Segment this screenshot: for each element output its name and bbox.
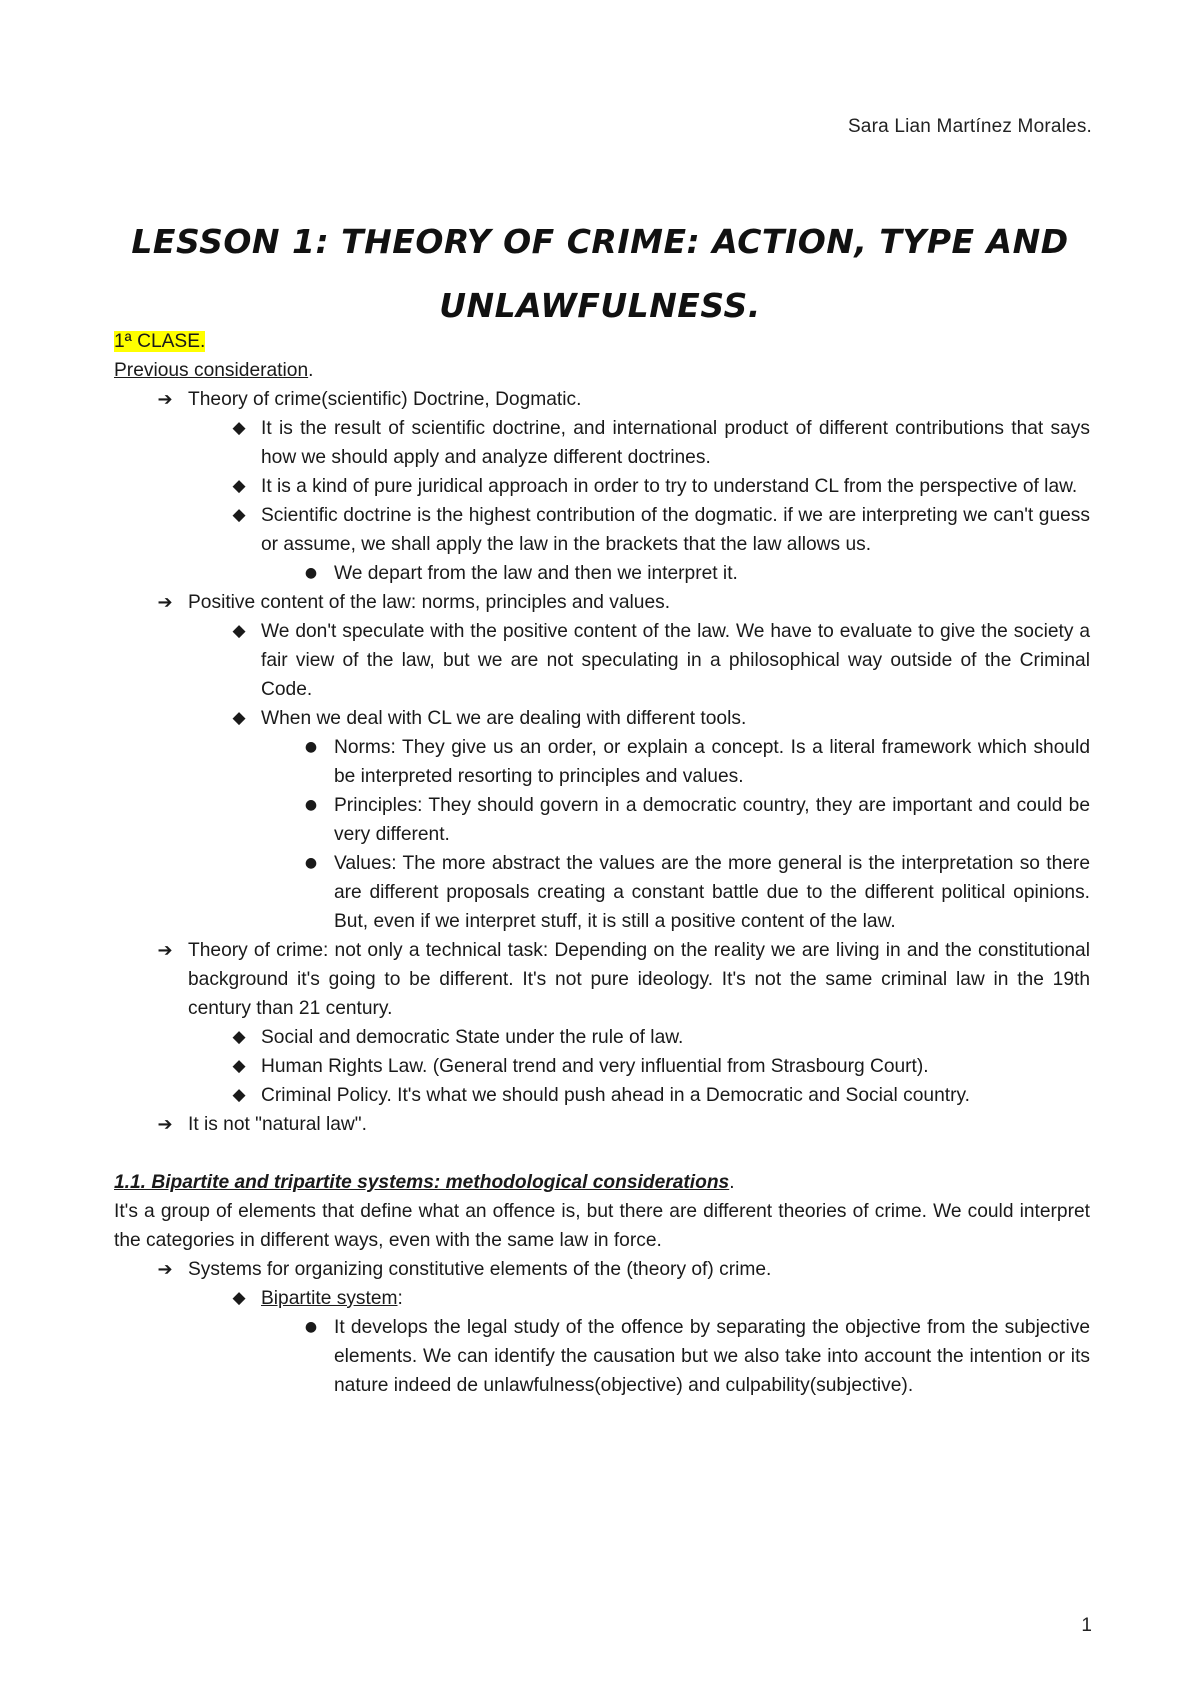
list-item xyxy=(114,1052,1090,1081)
diamond-bullet-icon: ◆ xyxy=(232,505,246,525)
arrow-icon: ➔ xyxy=(157,1259,173,1280)
title-line-1: LESSON 1: THEORY OF CRIME: ACTION, TYPE AND xyxy=(131,222,1069,261)
page-number: 1 xyxy=(1081,1615,1092,1636)
dot-bullet-icon: ● xyxy=(304,1319,318,1335)
list-item-text: Theory of crime: not only a technical task: Depending on the reality we are living in and the constitutional background it's going to be different. It's not pure ideology. It's not the same criminal law in the 19th century than 21 century. xyxy=(188,940,1090,1019)
arrow-icon: ➔ xyxy=(157,592,173,613)
dot-bullet-icon: ● xyxy=(304,855,318,871)
list-item xyxy=(114,617,1090,704)
list-item xyxy=(114,1284,1090,1313)
dot-bullet-icon: ● xyxy=(304,739,318,755)
list-item xyxy=(114,733,1090,791)
list-item-text: Theory of crime(scientific) Doctrine, Dogmatic. xyxy=(188,389,582,410)
arrow-icon: ➔ xyxy=(157,940,173,961)
list-item-text: It is not "natural law". xyxy=(188,1114,367,1135)
list-item xyxy=(114,1255,1090,1284)
list-item-text: Scientific doctrine is the highest contribution of the dogmatic. if we are interpreting we can't guess or assume, we shall apply the law in the brackets that the law allows us. xyxy=(261,505,1090,555)
list-item xyxy=(114,936,1090,1023)
list-item xyxy=(114,414,1090,472)
list-item xyxy=(114,559,1090,588)
list-item xyxy=(114,588,1090,617)
diamond-bullet-icon: ◆ xyxy=(232,621,246,641)
list-item-text: Human Rights Law. (General trend and very influential from Strasbourg Court). xyxy=(261,1056,929,1077)
list-item-text: We don't speculate with the positive content of the law. We have to evaluate to give the society a fair view of the law, but we are not speculating in a philosophical way outside of the Criminal Code. xyxy=(261,621,1090,700)
previous-consideration-label: Previous consideration xyxy=(114,360,309,381)
section-intro: It's a group of elements that define what an offence is, but there are different theories of crime. We could interpret the categories in different ways, even with the same law in force. xyxy=(114,1201,1090,1251)
section-heading xyxy=(114,1168,1090,1197)
previous-consideration-suffix: . xyxy=(308,360,314,381)
list-item xyxy=(114,501,1090,559)
list-item-text: Criminal Policy. It's what we should push ahead in a Democratic and Social country. xyxy=(261,1085,970,1106)
diamond-bullet-icon: ◆ xyxy=(232,1056,246,1076)
list-item-text: It develops the legal study of the offence by separating the objective from the subjective elements. We can identify the causation but we also take into account the intention or its nature indeed de unlawfulness(objective) and culpability(subjective). xyxy=(334,1317,1090,1396)
list-item xyxy=(114,1023,1090,1052)
list-item-text: Norms: They give us an order, or explain a concept. Is a literal framework which should be interpreted resorting to principles and values. xyxy=(334,737,1090,787)
dot-bullet-icon: ● xyxy=(304,797,318,813)
diamond-bullet-icon: ◆ xyxy=(232,1288,246,1308)
lesson-title xyxy=(120,210,1080,338)
author-name: Sara Lian Martínez Morales. xyxy=(847,116,1092,137)
dot-bullet-icon: ● xyxy=(304,565,318,581)
class-label xyxy=(114,327,1090,356)
list-item-text: Systems for organizing constitutive elements of the (theory of) crime. xyxy=(188,1259,772,1280)
document-body xyxy=(114,327,1090,1400)
list-item-text: When we deal with CL we are dealing with different tools. xyxy=(261,708,747,729)
list-item xyxy=(114,1081,1090,1110)
list-item-text: Social and democratic State under the rule of law. xyxy=(261,1027,684,1048)
previous-consideration xyxy=(114,356,1090,385)
bipartite-system-label: Bipartite system xyxy=(261,1288,398,1309)
list-item-text: It is the result of scientific doctrine, and international product of different contributions that says how we should apply and analyze different doctrines. xyxy=(261,418,1090,468)
list-item-text: It is a kind of pure juridical approach in order to try to understand CL from the perspective of law. xyxy=(261,476,1078,497)
list-item-text: Values: The more abstract the values are the more general is the interpretation so there are different proposals creating a constant battle due to the different political opinions. But, even if we interpret stuff, it is still a positive content of the law. xyxy=(334,853,1090,932)
section-title-suffix: . xyxy=(729,1172,735,1193)
list-item xyxy=(114,704,1090,733)
list-item xyxy=(114,472,1090,501)
list-item xyxy=(114,1313,1090,1400)
list-item xyxy=(114,849,1090,936)
section-title: 1.1. Bipartite and tripartite systems: methodological considerations xyxy=(114,1172,730,1193)
diamond-bullet-icon: ◆ xyxy=(232,1085,246,1105)
arrow-icon: ➔ xyxy=(157,389,173,410)
list-item xyxy=(114,385,1090,414)
class-highlight: 1ª CLASE. xyxy=(114,331,206,352)
spacer xyxy=(114,1139,1090,1168)
list-item xyxy=(114,1110,1090,1139)
diamond-bullet-icon: ◆ xyxy=(232,476,246,496)
diamond-bullet-icon: ◆ xyxy=(232,1027,246,1047)
arrow-icon: ➔ xyxy=(157,1114,173,1135)
list-item-text: We depart from the law and then we interpret it. xyxy=(334,563,738,584)
bipartite-system-suffix: : xyxy=(397,1288,403,1309)
diamond-bullet-icon: ◆ xyxy=(232,418,246,438)
list-item xyxy=(114,791,1090,849)
list-item-text: Positive content of the law: norms, principles and values. xyxy=(188,592,671,613)
list-item-text: Principles: They should govern in a democratic country, they are important and could be very different. xyxy=(334,795,1090,845)
title-line-2: UNLAWFULNESS. xyxy=(439,286,761,325)
diamond-bullet-icon: ◆ xyxy=(232,708,246,728)
